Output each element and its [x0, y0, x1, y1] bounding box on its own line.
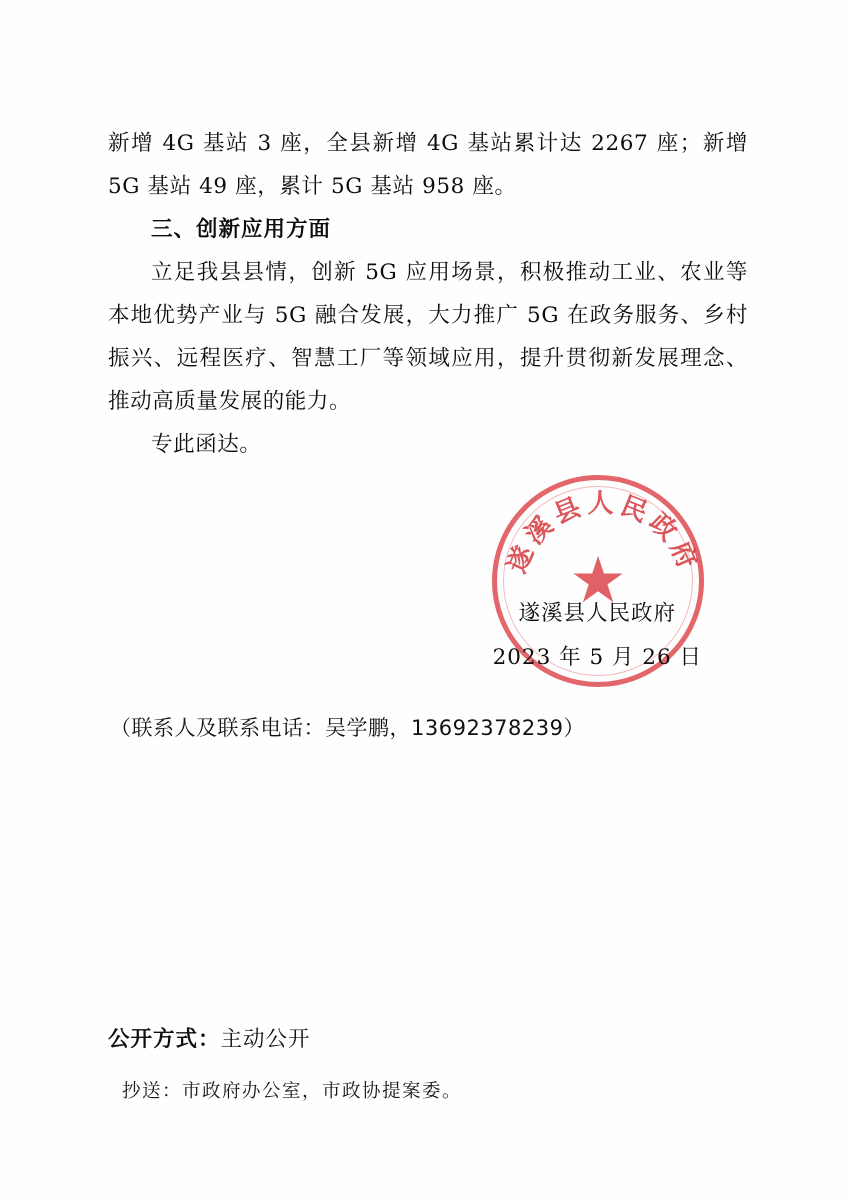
signature-issuer: 遂溪县人民政府: [518, 601, 677, 626]
paragraph-closing: 专此函达。: [151, 432, 262, 457]
document-body: [108, 122, 748, 466]
paragraph-innovation: 立足我县县情，创新 5G 应用场景，积极推动工业、农业等本地优势产业与 5G 融合发展，大力推广 5G 在政务服务、乡村振兴、远程医疗、智慧工厂等领域应用，提升贯彻新发展理念、推动高质量发展的能力。: [108, 260, 748, 414]
contact-line: （联系人及联系电话：吴学鹏，13692378239）: [110, 716, 585, 740]
document-footer: [108, 1022, 742, 1103]
cc-line: 抄送：市政府办公室，市政协提案委。: [122, 1081, 463, 1102]
paragraph-section-heading: 三、创新应用方面: [151, 217, 332, 242]
disclosure-value: 主动公开: [220, 1027, 311, 1052]
paragraph-stations: 新增 4G 基站 3 座，全县新增 4G 基站累计达 2267 座；新增 5G 基站 49 座，累计 5G 基站 958 座。: [108, 131, 748, 199]
signature-date: 2023 年 5 月 26 日: [492, 645, 702, 670]
disclosure-method: [108, 1022, 742, 1053]
seal-arc-label: 遂溪县人民政府: [502, 489, 704, 578]
disclosure-label: 公开方式：: [108, 1027, 221, 1052]
seal-star-icon: ★: [569, 544, 627, 618]
signature-block: [493, 592, 702, 680]
